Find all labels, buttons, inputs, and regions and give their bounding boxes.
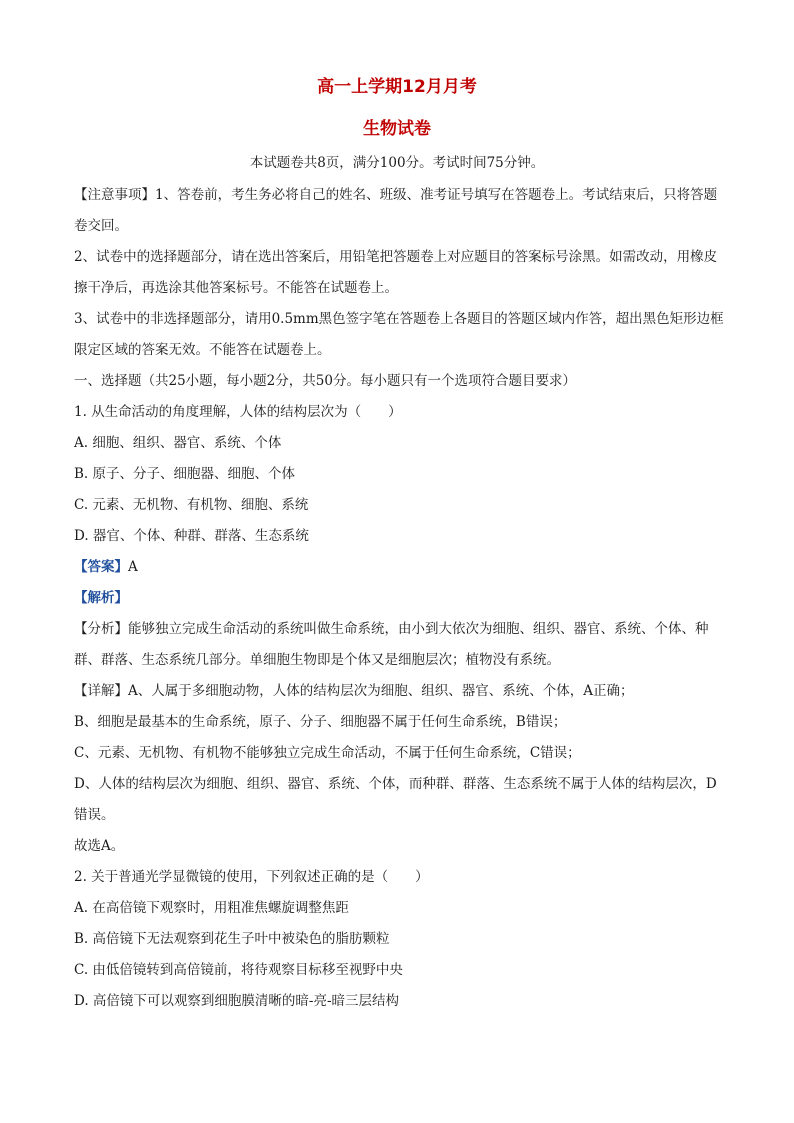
- question-1-xiangjie-b: B、细胞是最基本的生命系统，原子、分子、细胞器不属于任何生命系统，B错误；: [74, 714, 567, 730]
- question-2-option-a: A. 在高倍镜下观察时，用粗准焦螺旋调整焦距: [74, 900, 349, 916]
- page-title: 高一上学期12月月考: [317, 77, 477, 97]
- question-2-option-c: C. 由低倍镜转到高倍镜前，将待观察目标移至视野中央: [74, 962, 403, 978]
- page-subtitle: 生物试卷: [363, 119, 431, 139]
- question-1-stem: 1. 从生命活动的角度理解，人体的结构层次为（ ）: [74, 404, 402, 420]
- xiangjie-label: 【详解】: [74, 683, 128, 699]
- question-1-option-d: D. 器官、个体、种群、群落、生态系统: [74, 528, 309, 544]
- notice-item-3: 3、试卷中的非选择题部分，请用0.5mm黑色签字笔在答题卷上各题目的答题区域内作答，超出黑色矩形边框限定区域的答案无效。不能答在试题卷上。: [74, 311, 724, 358]
- question-2-option-b: B. 高倍镜下无法观察到花生子叶中被染色的脂肪颗粒: [74, 931, 390, 947]
- question-1-option-c: C. 元素、无机物、有机物、细胞、系统: [74, 497, 309, 513]
- notice-label: 【注意事项】: [74, 187, 155, 203]
- question-1-analysis-label: 【解析】: [74, 590, 128, 606]
- exam-info: 本试题卷共8页，满分100分。考试时间75分钟。: [249, 155, 545, 171]
- question-1-xiangjie-c: C、元素、无机物、有机物不能够独立完成生命活动，不属于任何生命系统，C错误；: [74, 745, 581, 761]
- question-1-answer: [74, 552, 724, 583]
- exam-body: [74, 180, 724, 1017]
- question-2-option-d: D. 高倍镜下可以观察到细胞膜清晰的暗-亮-暗三层结构: [74, 993, 400, 1009]
- question-2-stem: 2. 关于普通光学显微镜的使用，下列叙述正确的是（ ）: [74, 869, 429, 885]
- question-1-conclusion: 故选A。: [74, 838, 125, 854]
- question-1-xiangjie-a: 【详解】A、人属于多细胞动物，人体的结构层次为细胞、组织、器官、系统、个体，A正确；: [74, 683, 634, 699]
- fenxi-label: 【分析】: [74, 621, 128, 637]
- answer-value: A: [128, 559, 138, 575]
- notice-item-2: 2、试卷中的选择题部分，请在选出答案后，用铅笔把答题卷上对应题目的答案标号涂黑。如需改动，用橡皮擦干净后，再选涂其他答案标号。不能答在试题卷上。: [74, 249, 718, 296]
- section-heading: 一、选择题（共25小题，每小题2分，共50分。每小题只有一个选项符合题目要求）: [74, 373, 576, 389]
- answer-label: 【答案】: [74, 559, 128, 575]
- question-1-fenxi: 【分析】能够独立完成生命活动的系统叫做生命系统，由小到大依次为细胞、组织、器官、系统、个体、种群、群落、生态系统几部分。单细胞生物即是个体又是细胞层次；植物没有系统。: [74, 621, 709, 668]
- question-1-xiangjie-d: D、人体的结构层次为细胞、组织、器官、系统、个体，而种群、群落、生态系统不属于人体的结构层次，D错误。: [74, 776, 717, 823]
- notice-item-1: 【注意事项】1、答卷前，考生务必将自己的姓名、班级、准考证号填写在答题卷上。考试结束后，只将答题卷交回。: [74, 187, 718, 234]
- question-1-option-a: A. 细胞、组织、器官、系统、个体: [74, 435, 282, 451]
- question-1-option-b: B. 原子、分子、细胞器、细胞、个体: [74, 466, 296, 482]
